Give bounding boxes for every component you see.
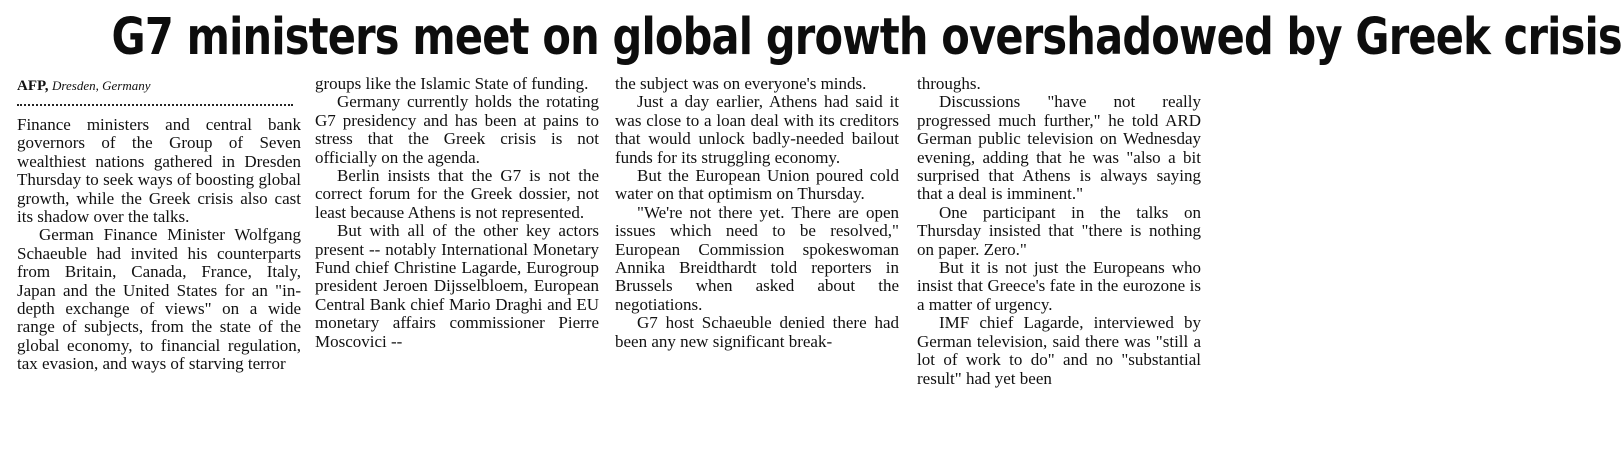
- paragraph: But the European Union poured cold water on that optimism on Thursday.: [615, 166, 899, 204]
- article-column-4: [917, 75, 1201, 388]
- paragraph: throughs.: [917, 74, 981, 93]
- paragraph: the subject was on everyone's minds.: [615, 74, 867, 93]
- paragraph: G7 host Schaeuble denied there had been any new significant break-: [615, 313, 899, 351]
- byline-source: AFP,: [17, 78, 49, 94]
- paragraph: "We're not there yet. There are open issues which need to be resolved," European Commission spokeswoman Annika Breidthardt told reporters in Brussels when asked about the negotiations.: [615, 202, 899, 314]
- paragraph: But with all of the other key actors present -- notably International Monetary Fund chief Christine Lagarde, Eurogroup president Jeroen Dijsselbloem, European Central Bank chief Mario Draghi and EU monetary affairs commissioner Pierre Moscovici --: [315, 221, 599, 351]
- byline-divider: [17, 104, 293, 106]
- article-column-2: [315, 75, 599, 351]
- paragraph: German Finance Minister Wolfgang Schaeuble had invited his counterparts from Britain, Canada, France, Italy, Japan and the United States for an "in-depth exchange of views" on a wide range of subjects, from the state of the global economy, to financial regulation, tax evasion, and ways of starving terror: [17, 225, 301, 374]
- paragraph: One participant in the talks on Thursday insisted that "there is nothing on paper. Zero.": [917, 202, 1201, 259]
- byline: [17, 75, 301, 97]
- paragraph: Berlin insists that the G7 is not the correct forum for the Greek dossier, not least because Athens is not represented.: [315, 166, 599, 222]
- paragraph: Finance ministers and central bank governors of the Group of Seven wealthiest nations gathered in Dresden Thursday to seek ways of boosting global growth, while the Greek crisis also cast its shadow over the talks.: [17, 115, 301, 227]
- headline: G7 ministers meet on global growth overshadowed by Greek crisis: [111, 8, 1622, 67]
- paragraph: Germany currently holds the rotating G7 presidency and has been at pains to stress that the Greek crisis is not officially on the agenda.: [315, 92, 599, 167]
- paragraph: IMF chief Lagarde, interviewed by German television, said there was "still a lot of work to do" and no "substantial result" had yet been: [917, 313, 1201, 388]
- paragraph: groups like the Islamic State of funding.: [315, 74, 589, 93]
- paragraph: Discussions "have not really progressed much further," he told ARD German public television on Wednesday evening, adding that he was "also a bit surprised that Athens is always saying that a deal is imminent.": [917, 92, 1201, 204]
- byline-place: Dresden, Germany: [52, 78, 151, 93]
- article-column-1: [17, 75, 301, 374]
- article-column-3: [615, 75, 899, 351]
- paragraph: Just a day earlier, Athens had said it was close to a loan deal with its creditors that would unlock badly-needed bailout funds for its struggling economy.: [615, 92, 899, 167]
- paragraph: But it is not just the Europeans who insist that Greece's fate in the eurozone is a matter of urgency.: [917, 258, 1201, 314]
